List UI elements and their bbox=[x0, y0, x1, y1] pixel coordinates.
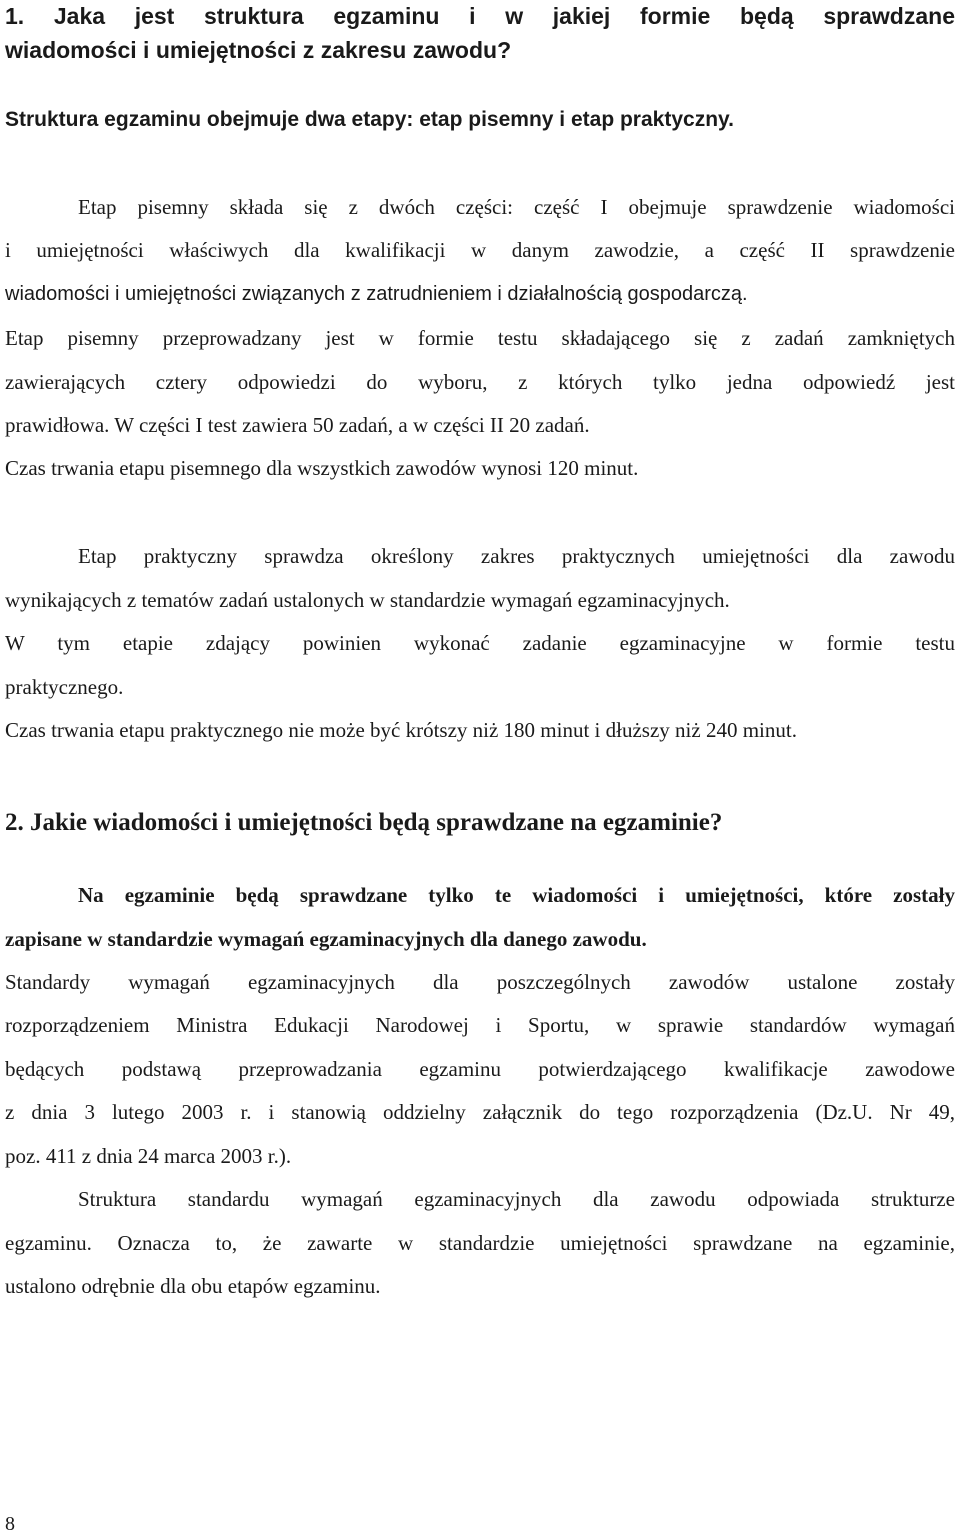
standards-line-2: rozporządzeniem Ministra Edukacji Narodowej i Sportu, w sprawie standardów wymagań bbox=[5, 1013, 955, 1037]
structure-line-3: ustalono odrębnie dla obu etapów egzaminu. bbox=[5, 1274, 381, 1298]
section-1-heading-line-2: wiadomości i umiejętności z zakresu zawodu? bbox=[5, 37, 512, 63]
written-stage-line-4: Etap pisemny przeprowadzany jest w formie testu składającego się z zadań zamkniętych bbox=[5, 326, 955, 350]
written-stage-line-6: prawidłowa. W części I test zawiera 50 zadań, a w części II 20 zadań. bbox=[5, 413, 590, 437]
written-stage-line-2: i umiejętności właściwych dla kwalifikacji w danym zawodzie, a część II sprawdzenie bbox=[5, 238, 955, 262]
practical-stage-line-2: wynikających z tematów zadań ustalonych w standardzie wymagań egzaminacyjnych. bbox=[5, 588, 730, 612]
section-2-bold-line-1: Na egzaminie będą sprawdzane tylko te wiadomości i umiejętności, które zostały bbox=[78, 883, 955, 907]
practical-stage-line-4: praktycznego. bbox=[5, 675, 124, 699]
written-stage-line-3: wiadomości i umiejętności związanych z zatrudnieniem i działalnością gospodarczą. bbox=[5, 283, 748, 305]
section-1-heading-line-1: 1. Jaka jest struktura egzaminu i w jakiej formie będą sprawdzane bbox=[5, 3, 955, 29]
practical-stage-duration: Czas trwania etapu praktycznego nie może być krótszy niż 180 minut i dłuższy niż 240 minut. bbox=[5, 718, 797, 742]
section-2-bold-line-2: zapisane w standardzie wymagań egzaminacyjnych dla danego zawodu. bbox=[5, 927, 647, 951]
structure-line-1: Struktura standardu wymagań egzaminacyjnych dla zawodu odpowiada strukturze bbox=[78, 1187, 955, 1211]
standards-line-5: poz. 411 z dnia 24 marca 2003 r.). bbox=[5, 1144, 292, 1168]
written-stage-line-1: Etap pisemny składa się z dwóch części: część I obejmuje sprawdzenie wiadomości bbox=[78, 195, 955, 219]
practical-stage-line-3: W tym etapie zdający powinien wykonać zadanie egzaminacyjne w formie testu bbox=[5, 631, 955, 655]
standards-line-4: z dnia 3 lutego 2003 r. i stanowią oddzielny załącznik do tego rozporządzenia (Dz.U. Nr 49, bbox=[5, 1100, 955, 1124]
section-1-intro: Struktura egzaminu obejmuje dwa etapy: etap pisemny i etap praktyczny. bbox=[5, 108, 734, 131]
page-number: 8 bbox=[5, 1513, 15, 1535]
section-2-heading: 2. Jakie wiadomości i umiejętności będą sprawdzane na egzaminie? bbox=[5, 809, 723, 836]
standards-line-3: będących podstawą przeprowadzania egzaminu potwierdzającego kwalifikacje zawodowe bbox=[5, 1057, 955, 1081]
structure-line-2: egzaminu. Oznacza to, że zawarte w standardzie umiejętności sprawdzane na egzaminie, bbox=[5, 1231, 955, 1255]
written-stage-duration: Czas trwania etapu pisemnego dla wszystkich zawodów wynosi 120 minut. bbox=[5, 456, 639, 480]
practical-stage-line-1: Etap praktyczny sprawdza określony zakres praktycznych umiejętności dla zawodu bbox=[78, 544, 955, 568]
standards-line-1: Standardy wymagań egzaminacyjnych dla poszczególnych zawodów ustalone zostały bbox=[5, 970, 955, 994]
written-stage-line-5: zawierających cztery odpowiedzi do wyboru, z których tylko jedna odpowiedź jest bbox=[5, 370, 955, 394]
